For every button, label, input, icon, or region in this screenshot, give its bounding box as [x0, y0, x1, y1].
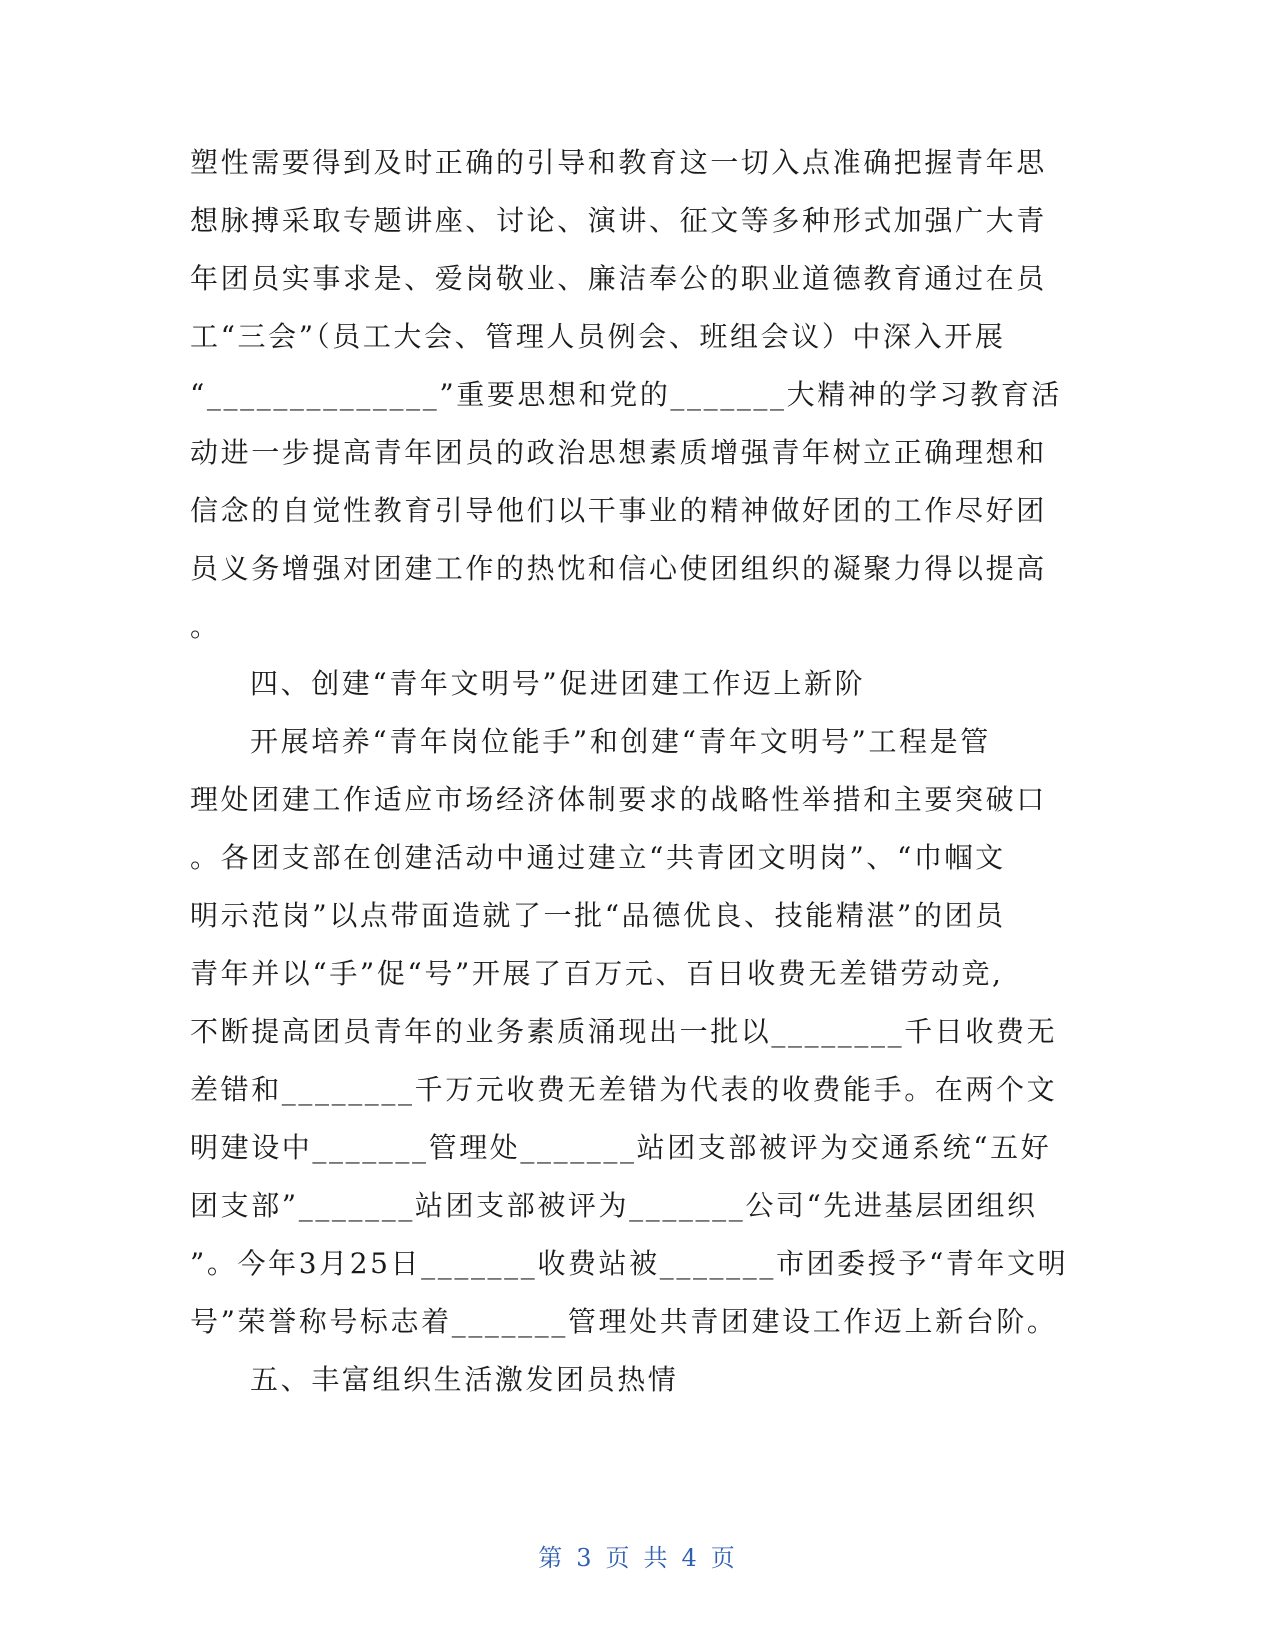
body-line: 动进一步提高青年团员的政治思想素质增强青年树立正确理想和: [190, 436, 1047, 469]
body-line: 。: [190, 610, 221, 643]
body-line: 员义务增强对团建工作的热忱和信心使团组织的凝聚力得以提高: [190, 552, 1047, 585]
section-heading: 四、创建“青年文明号”促进团建工作迈上新阶: [250, 667, 866, 700]
footer-page-label: 第: [538, 1544, 565, 1572]
body-line: 差错和________千万元收费无差错为代表的收费能手。在两个文: [190, 1073, 1058, 1106]
body-line: 号”荣誉称号标志着_______管理处共青团建设工作迈上新台阶。: [190, 1305, 1058, 1338]
body-line: 年团员实事求是、爱岗敬业、廉洁奉公的职业道德教育通过在员: [190, 262, 1047, 295]
body-line: 理处团建工作适应市场经济体制要求的战略性举措和主要突破口: [190, 783, 1047, 816]
body-line: 开展培养“青年岗位能手”和创建“青年文明号”工程是管: [250, 725, 991, 758]
body-line: “______________”重要思想和党的_______大精神的学习教育活: [190, 378, 1063, 411]
footer-total-pages: 4: [681, 1544, 699, 1572]
page-footer: [0, 1542, 1275, 1574]
body-line: 。各团支部在创建活动中通过建立“共青团文明岗”、“巾帼文: [190, 841, 1006, 874]
footer-page-unit: 页: [605, 1544, 632, 1572]
body-line: 不断提高团员青年的业务素质涌现出一批以________千日收费无: [190, 1015, 1058, 1048]
body-line: 工“三会”（员工大会、管理人员例会、班组会议）中深入开展: [190, 320, 1006, 353]
body-line: 青年并以“手”促“号”开展了百万元、百日收费无差错劳动竞,: [190, 957, 1004, 990]
footer-total-label: 共: [643, 1544, 670, 1572]
body-line: 明建设中_______管理处_______站团支部被评为交通系统“五好: [190, 1131, 1052, 1164]
body-line: 明示范岗”以点带面造就了一批“品德优良、技能精湛”的团员: [190, 899, 1006, 932]
section-heading: 五、丰富组织生活激发团员热情: [250, 1363, 679, 1396]
footer-total-unit: 页: [710, 1544, 737, 1572]
body-line: 信念的自觉性教育引导他们以干事业的精神做好团的工作尽好团: [190, 494, 1047, 527]
footer-current-page: 3: [576, 1544, 594, 1572]
body-line: 想脉搏采取专题讲座、讨论、演讲、征文等多种形式加强广大青: [190, 204, 1047, 237]
body-line: ”。今年3月25日_______收费站被_______市团委授予“青年文明: [190, 1247, 1069, 1280]
body-line: 塑性需要得到及时正确的引导和教育这一切入点准确把握青年思: [190, 146, 1047, 179]
body-line: 团支部”_______站团支部被评为_______公司“先进基层团组织: [190, 1189, 1038, 1222]
